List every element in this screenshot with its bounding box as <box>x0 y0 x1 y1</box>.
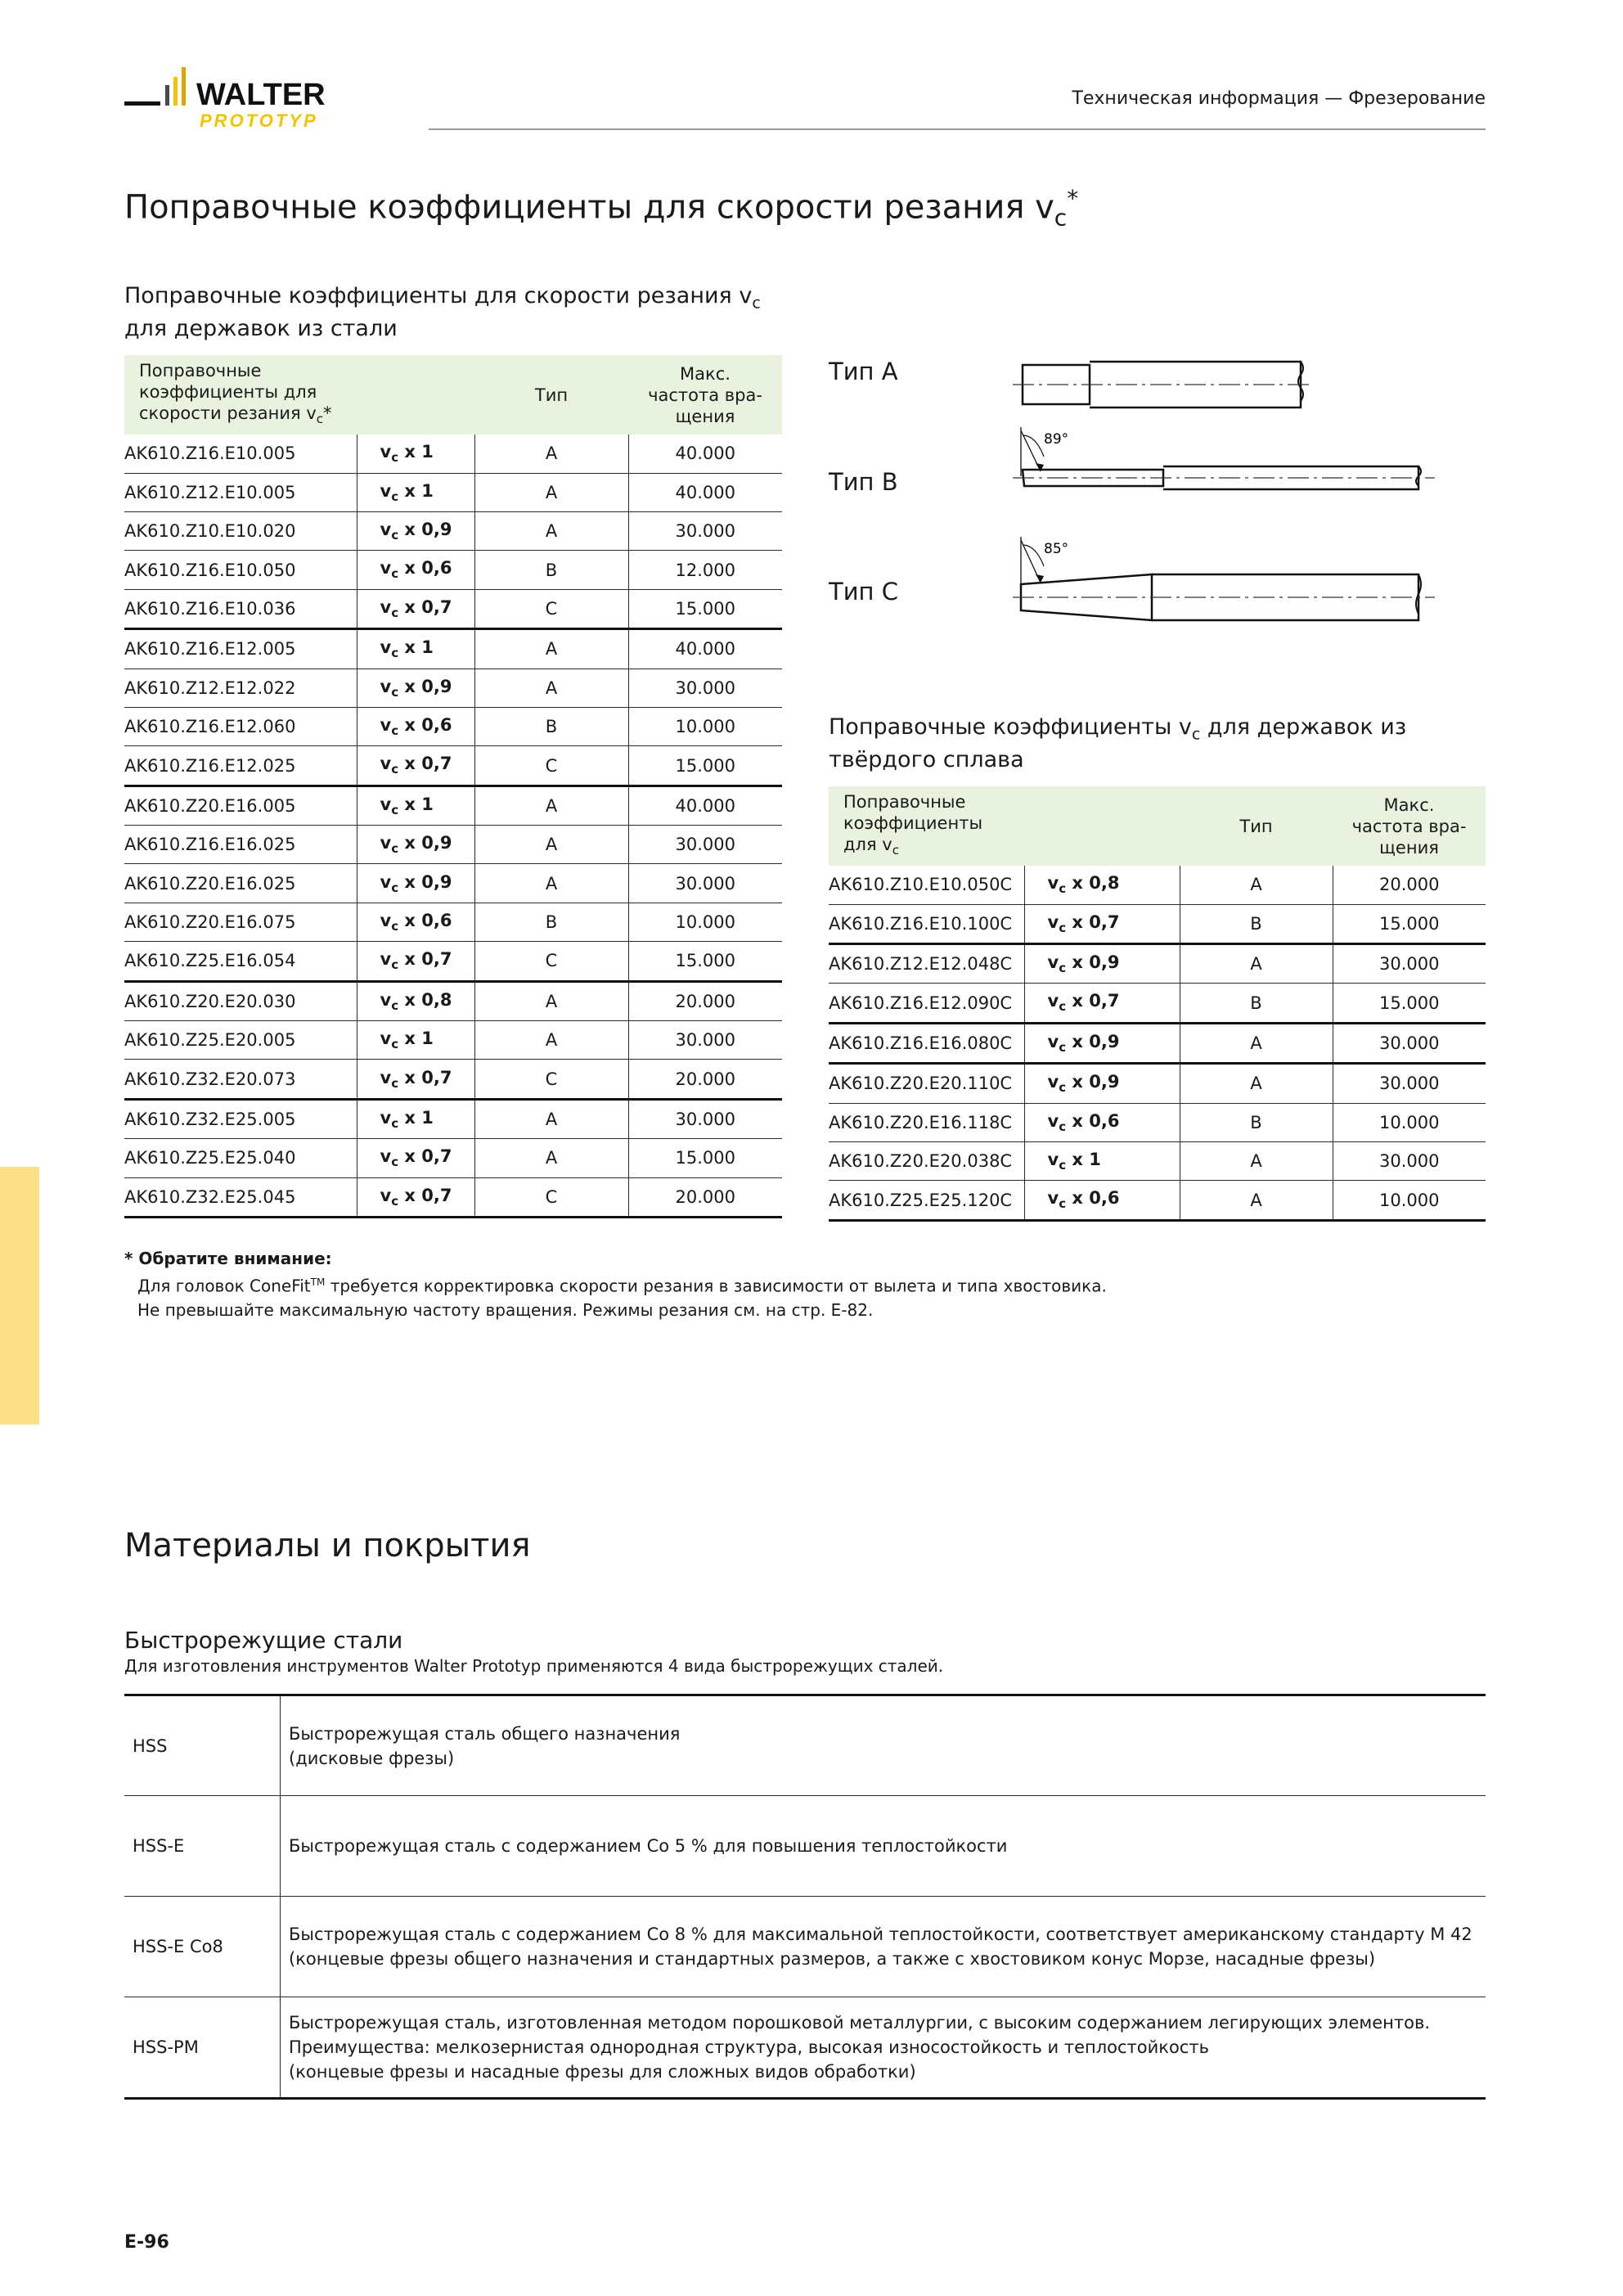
carbide-col-head-type: Тип <box>1180 786 1333 866</box>
cell-max-rpm: 15.000 <box>628 746 782 786</box>
steel-col-head-type: Тип <box>474 355 628 434</box>
table-row <box>829 866 1486 904</box>
table-row <box>124 1139 782 1177</box>
cell-max-rpm: 20.000 <box>628 1177 782 1217</box>
cell-max-rpm: 30.000 <box>1333 1023 1486 1063</box>
table-row <box>124 942 782 981</box>
cell-code: AK610.Z32.E25.045 <box>124 1177 357 1217</box>
cell-code: AK610.Z16.E10.005 <box>124 434 357 473</box>
cell-code: AK610.Z10.E10.050C <box>829 866 1024 904</box>
cell-code: AK610.Z25.E25.120C <box>829 1181 1024 1220</box>
cell-code: AK610.Z32.E20.073 <box>124 1060 357 1099</box>
hss-grade: HSS <box>124 1695 281 1796</box>
cell-code: AK610.Z20.E16.005 <box>124 786 357 825</box>
cell-code: AK610.Z12.E12.022 <box>124 669 357 707</box>
cell-factor: $v_c$ x 0,9 <box>357 826 474 864</box>
hss-row <box>124 1997 1486 2099</box>
cell-factor: $v_c$ x 0,9 <box>357 511 474 550</box>
cell-max-rpm: 20.000 <box>628 1060 782 1099</box>
cell-max-rpm: 40.000 <box>628 629 782 669</box>
cell-code: AK610.Z25.E16.054 <box>124 942 357 981</box>
type-c-holder-drawing <box>1011 533 1436 636</box>
cell-type: A <box>1180 1141 1333 1180</box>
cell-max-rpm: 10.000 <box>1333 1103 1486 1141</box>
table-row <box>829 1103 1486 1141</box>
cell-code: AK610.Z16.E10.036 <box>124 589 357 628</box>
footnote-line-1: Для головок ConeFit™ требуется корректировка скорости резания в зависимости от вылета и типа хвостовика. <box>137 1276 1107 1296</box>
hss-title: Быстрорежущие стали <box>124 1627 403 1654</box>
cell-factor: $v_c$ x 0,7 <box>1024 984 1180 1023</box>
table-row <box>124 981 782 1020</box>
cell-factor: $v_c$ x 0,6 <box>357 551 474 589</box>
table-row <box>124 473 782 511</box>
cell-code: AK610.Z16.E16.080C <box>829 1023 1024 1063</box>
steel-col-head-max-rpm: Макс. частота вра- щения <box>628 355 782 434</box>
cell-code: AK610.Z20.E16.118C <box>829 1103 1024 1141</box>
hss-grade: HSS-E <box>124 1796 281 1897</box>
steel-holders-table <box>124 355 782 1218</box>
cell-factor: $v_c$ x 1 <box>357 786 474 825</box>
cell-code: AK610.Z25.E20.005 <box>124 1021 357 1060</box>
cell-type: B <box>1180 904 1333 943</box>
type-c-angle: 85° <box>1044 541 1069 557</box>
cell-type: A <box>474 1139 628 1177</box>
cell-type: C <box>474 1060 628 1099</box>
cell-type: A <box>474 826 628 864</box>
table-row <box>124 1021 782 1060</box>
hss-grade: HSS-PM <box>124 1997 281 2099</box>
cell-max-rpm: 12.000 <box>628 551 782 589</box>
cell-max-rpm: 15.000 <box>1333 984 1486 1023</box>
cell-type: B <box>1180 1103 1333 1141</box>
table-row <box>124 1099 782 1138</box>
cell-code: AK610.Z32.E25.005 <box>124 1099 357 1138</box>
hss-row <box>124 1796 1486 1897</box>
cell-type: A <box>474 1099 628 1138</box>
cell-code: AK610.Z12.E10.005 <box>124 473 357 511</box>
cell-max-rpm: 30.000 <box>628 669 782 707</box>
table-row <box>124 826 782 864</box>
cell-factor: $v_c$ x 0,9 <box>1024 1064 1180 1103</box>
cell-max-rpm: 30.000 <box>628 1021 782 1060</box>
carbide-col-head-factor: Поправочные коэффициенты для $v_c$ <box>829 786 1180 866</box>
cell-factor: $v_c$ x 0,7 <box>357 589 474 628</box>
materials-section-title: Материалы и покрытия <box>124 1527 531 1564</box>
type-a-holder-drawing <box>1011 357 1314 414</box>
table-row <box>124 746 782 786</box>
hss-row <box>124 1695 1486 1796</box>
cell-type: B <box>474 707 628 745</box>
cell-code: AK610.Z16.E12.025 <box>124 746 357 786</box>
cell-factor: $v_c$ x 0,7 <box>357 1139 474 1177</box>
table-row <box>829 904 1486 943</box>
cell-max-rpm: 20.000 <box>1333 866 1486 904</box>
table-row <box>124 669 782 707</box>
cell-type: A <box>1180 1064 1333 1103</box>
cell-type: A <box>474 1021 628 1060</box>
hss-row <box>124 1897 1486 1997</box>
cell-code: AK610.Z16.E12.005 <box>124 629 357 669</box>
cell-max-rpm: 10.000 <box>628 903 782 941</box>
table-row <box>829 1023 1486 1063</box>
cell-factor: $v_c$ x 0,7 <box>357 746 474 786</box>
type-a-label: Тип A <box>829 358 898 385</box>
cell-max-rpm: 30.000 <box>628 864 782 903</box>
cell-type: A <box>474 786 628 825</box>
cell-factor: $v_c$ x 1 <box>1024 1141 1180 1180</box>
walter-prototyp-logo <box>124 59 402 141</box>
cell-type: B <box>474 551 628 589</box>
type-b-angle: 89° <box>1044 431 1069 448</box>
cell-type: B <box>1180 984 1333 1023</box>
table-row <box>124 864 782 903</box>
cell-type: A <box>1180 943 1333 983</box>
cell-max-rpm: 40.000 <box>628 786 782 825</box>
cell-code: AK610.Z16.E10.100C <box>829 904 1024 943</box>
carbide-col-head-max-rpm: Макс. частота вра- щения <box>1333 786 1486 866</box>
cell-code: AK610.Z10.E10.020 <box>124 511 357 550</box>
cell-type: A <box>474 434 628 473</box>
cell-type: C <box>474 942 628 981</box>
cell-type: A <box>1180 1023 1333 1063</box>
steel-table-title: Поправочные коэффициенты для скорости резания $v_c$ для державок из стали <box>124 283 761 342</box>
header-divider <box>429 128 1486 130</box>
cell-max-rpm: 40.000 <box>628 434 782 473</box>
cell-max-rpm: 30.000 <box>1333 1064 1486 1103</box>
cell-type: A <box>474 669 628 707</box>
hss-intro: Для изготовления инструментов Walter Prototyp применяются 4 вида быстрорежущих сталей. <box>124 1656 944 1676</box>
cell-factor: $v_c$ x 0,7 <box>357 1177 474 1217</box>
page-number: E-96 <box>124 2232 169 2253</box>
cell-factor: $v_c$ x 0,6 <box>357 903 474 941</box>
table-row <box>124 589 782 628</box>
hss-description: Быстрорежущая сталь, изготовленная методом порошковой металлургии, с высоким содержанием легирующих элементов. Преимущества: мелкозернистая однородная структура, высокая износостойкость и теплостойкость (концевые фрезы и насадные фрезы для сложных видов обработки) <box>281 1997 1486 2099</box>
cell-type: A <box>474 473 628 511</box>
carbide-table-title: Поправочные коэффициенты $v_c$ для державок из твёрдого сплава <box>829 714 1407 773</box>
page-title: Поправочные коэффициенты для скорости резания $v_c^*$ <box>124 185 1079 232</box>
table-row <box>829 1064 1486 1103</box>
table-row <box>124 434 782 473</box>
cell-max-rpm: 15.000 <box>628 1139 782 1177</box>
cell-code: AK610.Z20.E20.110C <box>829 1064 1024 1103</box>
cell-max-rpm: 30.000 <box>1333 943 1486 983</box>
cell-max-rpm: 40.000 <box>628 473 782 511</box>
footnote <box>124 1247 1107 1322</box>
chapter-side-tab <box>0 1167 39 1425</box>
cell-type: A <box>474 511 628 550</box>
cell-max-rpm: 10.000 <box>1333 1181 1486 1220</box>
steel-col-head-factor: Поправочные коэффициенты для скорости резания $v_c*$ <box>124 355 474 434</box>
cell-max-rpm: 15.000 <box>628 942 782 981</box>
cell-factor: $v_c$ x 0,6 <box>357 707 474 745</box>
cell-type: C <box>474 746 628 786</box>
cell-type: A <box>1180 866 1333 904</box>
cell-factor: $v_c$ x 0,9 <box>357 669 474 707</box>
hss-description: Быстрорежущая сталь общего назначения (дисковые фрезы) <box>281 1695 1486 1796</box>
table-row <box>829 943 1486 983</box>
type-b-holder-drawing <box>1011 424 1436 515</box>
cell-factor: $v_c$ x 1 <box>357 473 474 511</box>
cell-factor: $v_c$ x 1 <box>357 629 474 669</box>
table-row <box>124 903 782 941</box>
table-row <box>829 1181 1486 1220</box>
table-row <box>124 707 782 745</box>
cell-type: C <box>474 589 628 628</box>
cell-code: AK610.Z20.E16.075 <box>124 903 357 941</box>
cell-code: AK610.Z16.E10.050 <box>124 551 357 589</box>
cell-factor: $v_c$ x 0,9 <box>357 864 474 903</box>
type-c-label: Тип C <box>829 578 898 606</box>
cell-factor: $v_c$ x 0,6 <box>1024 1181 1180 1220</box>
cell-code: AK610.Z20.E20.038C <box>829 1141 1024 1180</box>
table-row <box>829 1141 1486 1180</box>
cell-factor: $v_c$ x 0,7 <box>1024 904 1180 943</box>
footnote-line-2: Не превышайте максимальную частоту вращения. Режимы резания см. на стр. E-82. <box>137 1299 874 1320</box>
cell-factor: $v_c$ x 0,8 <box>357 981 474 1020</box>
table-row <box>124 629 782 669</box>
table-row <box>124 786 782 825</box>
cell-factor: $v_c$ x 1 <box>357 434 474 473</box>
cell-factor: $v_c$ x 1 <box>357 1099 474 1138</box>
cell-factor: $v_c$ x 0,8 <box>1024 866 1180 904</box>
cell-max-rpm: 30.000 <box>628 511 782 550</box>
table-row <box>829 984 1486 1023</box>
hss-description: Быстрорежущая сталь с содержанием Co 5 % для повышения теплостойкости <box>281 1796 1486 1897</box>
cell-type: A <box>474 629 628 669</box>
cell-factor: $v_c$ x 0,7 <box>357 1060 474 1099</box>
carbide-holders-table <box>829 786 1486 1222</box>
cell-type: A <box>474 981 628 1020</box>
cell-max-rpm: 20.000 <box>628 981 782 1020</box>
hss-grade: HSS-E Co8 <box>124 1897 281 1997</box>
hss-table <box>124 1694 1486 2100</box>
cell-max-rpm: 30.000 <box>1333 1141 1486 1180</box>
logo-brand-bottom: PROTOTYP <box>200 110 318 131</box>
table-row <box>124 1060 782 1099</box>
cell-type: C <box>474 1177 628 1217</box>
cell-type: A <box>1180 1181 1333 1220</box>
cell-factor: $v_c$ x 0,7 <box>357 942 474 981</box>
logo-brand-top: WALTER <box>196 78 326 112</box>
cell-code: AK610.Z16.E12.060 <box>124 707 357 745</box>
cell-factor: $v_c$ x 1 <box>357 1021 474 1060</box>
footnote-title: * Обратите внимание: <box>124 1249 332 1268</box>
cell-code: AK610.Z20.E16.025 <box>124 864 357 903</box>
cell-factor: $v_c$ x 0,6 <box>1024 1103 1180 1141</box>
cell-code: AK610.Z16.E12.090C <box>829 984 1024 1023</box>
cell-factor: $v_c$ x 0,9 <box>1024 943 1180 983</box>
cell-max-rpm: 15.000 <box>1333 904 1486 943</box>
cell-code: AK610.Z12.E12.048C <box>829 943 1024 983</box>
table-row <box>124 551 782 589</box>
cell-max-rpm: 10.000 <box>628 707 782 745</box>
cell-max-rpm: 30.000 <box>628 826 782 864</box>
hss-description: Быстрорежущая сталь с содержанием Co 8 % для максимальной теплостойкости, соответствует американскому стандарту M 42 (концевые фрезы общего назначения и стандартных размеров, а также с хвостовиком конус Морзе, насадные фрезы) <box>281 1897 1486 1997</box>
cell-code: AK610.Z16.E16.025 <box>124 826 357 864</box>
cell-max-rpm: 30.000 <box>628 1099 782 1138</box>
type-b-label: Тип B <box>829 468 898 496</box>
cell-code: AK610.Z20.E20.030 <box>124 981 357 1020</box>
table-row <box>124 1177 782 1217</box>
table-row <box>124 511 782 550</box>
header-section-title: Техническая информация — Фрезерование <box>1072 88 1486 109</box>
cell-factor: $v_c$ x 0,9 <box>1024 1023 1180 1063</box>
cell-type: B <box>474 903 628 941</box>
cell-max-rpm: 15.000 <box>628 589 782 628</box>
cell-type: A <box>474 864 628 903</box>
cell-code: AK610.Z25.E25.040 <box>124 1139 357 1177</box>
